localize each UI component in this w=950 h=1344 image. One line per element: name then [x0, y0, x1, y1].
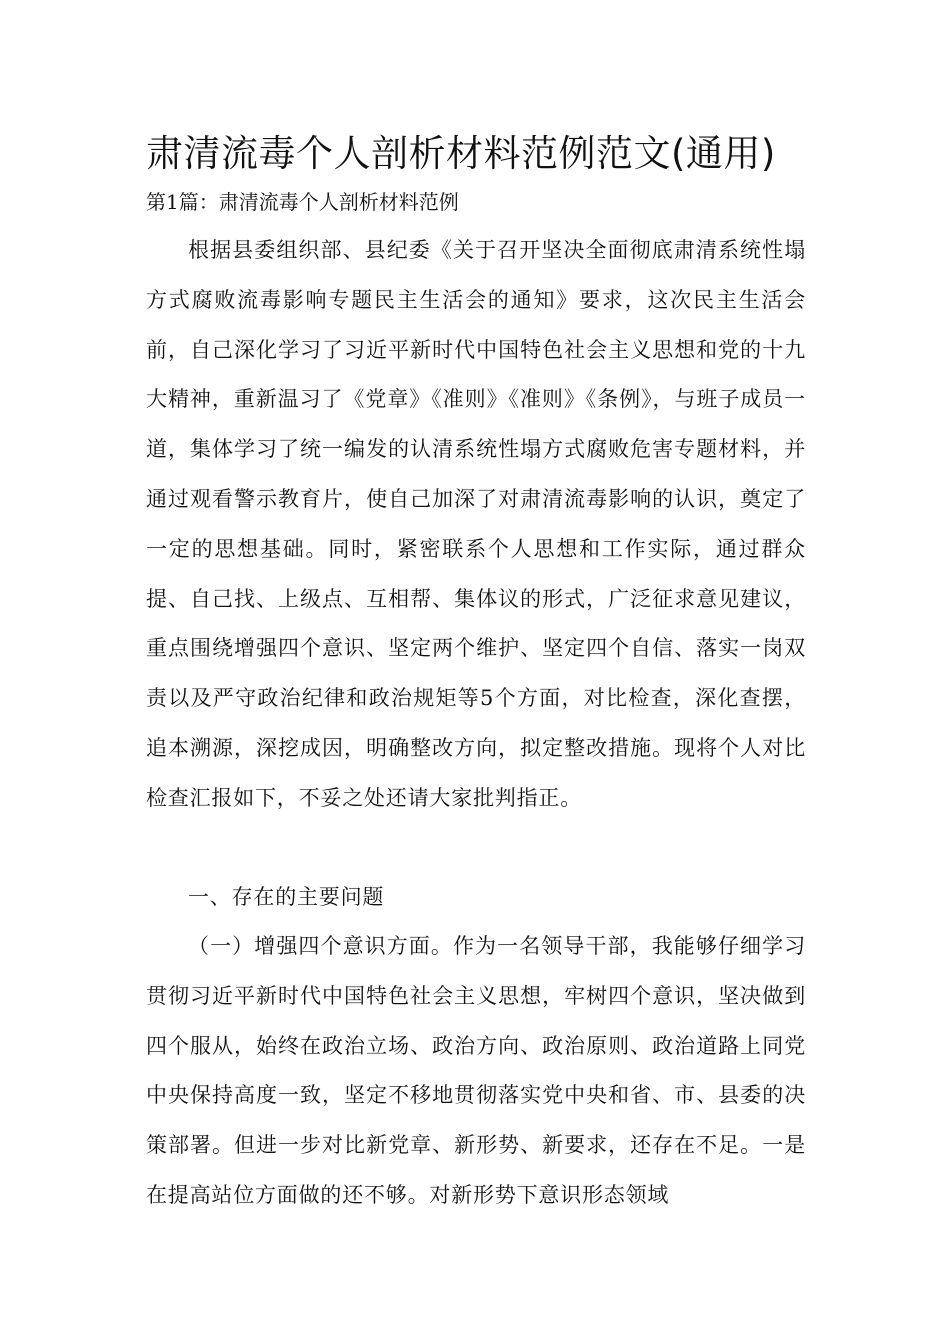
intro-paragraph: 根据县委组织部、县纪委《关于召开坚决全面彻底肃清系统性塌方式腐败流毒影响专题民主生活会的通知》要求，这次民主生活会前，自己深化学习了习近平新时代中国特色社会主义思想和党的十九大精神，重新温习了《党章》《准则》《准则》《条例》，与班子成员一道，集体学习了统一编发的认清系统性塌方式腐败危害专题材料，并通过观看警示教育片，使自己加深了对肃清流毒影响的认识，奠定了一定的思想基础。同时，紧密联系个人思想和工作实际，通过群众提、自己找、上级点、互相帮、集体议的形式，广泛征求意见建议，重点围绕增强四个意识、坚定两个维护、坚定四个自信、落实一岗双责以及严守政治纪律和政治规矩等5个方面，对比检查，深化查摆，追本溯源，深挖成因，明确整改方向，拟定整改措施。现将个人对比检查汇报如下，不妥之处还请大家批判指正。 — [146, 238, 806, 810]
document-subtitle: 第1篇：肃清流毒个人剖析材料范例 — [146, 190, 459, 214]
section-heading: 一、存在的主要问题 — [188, 885, 385, 909]
document-title: 肃清流毒个人剖析材料范例范文(通用) — [146, 132, 776, 175]
section-paragraph: （一）增强四个意识方面。作为一名领导干部，我能够仔细学习贯彻习近平新时代中国特色社会主义思想，牢树四个意识，坚决做到四个服从，始终在政治立场、政治方向、政治原则、政治道路上同党中央保持高度一致，坚定不移地贯彻落实党中央和省、市、县委的决策部署。但进一步对比新党章、新形势、新要求，还存在不足。一是在提高站位方面做的还不够。对新形势下意识形态领域 — [146, 934, 806, 1207]
